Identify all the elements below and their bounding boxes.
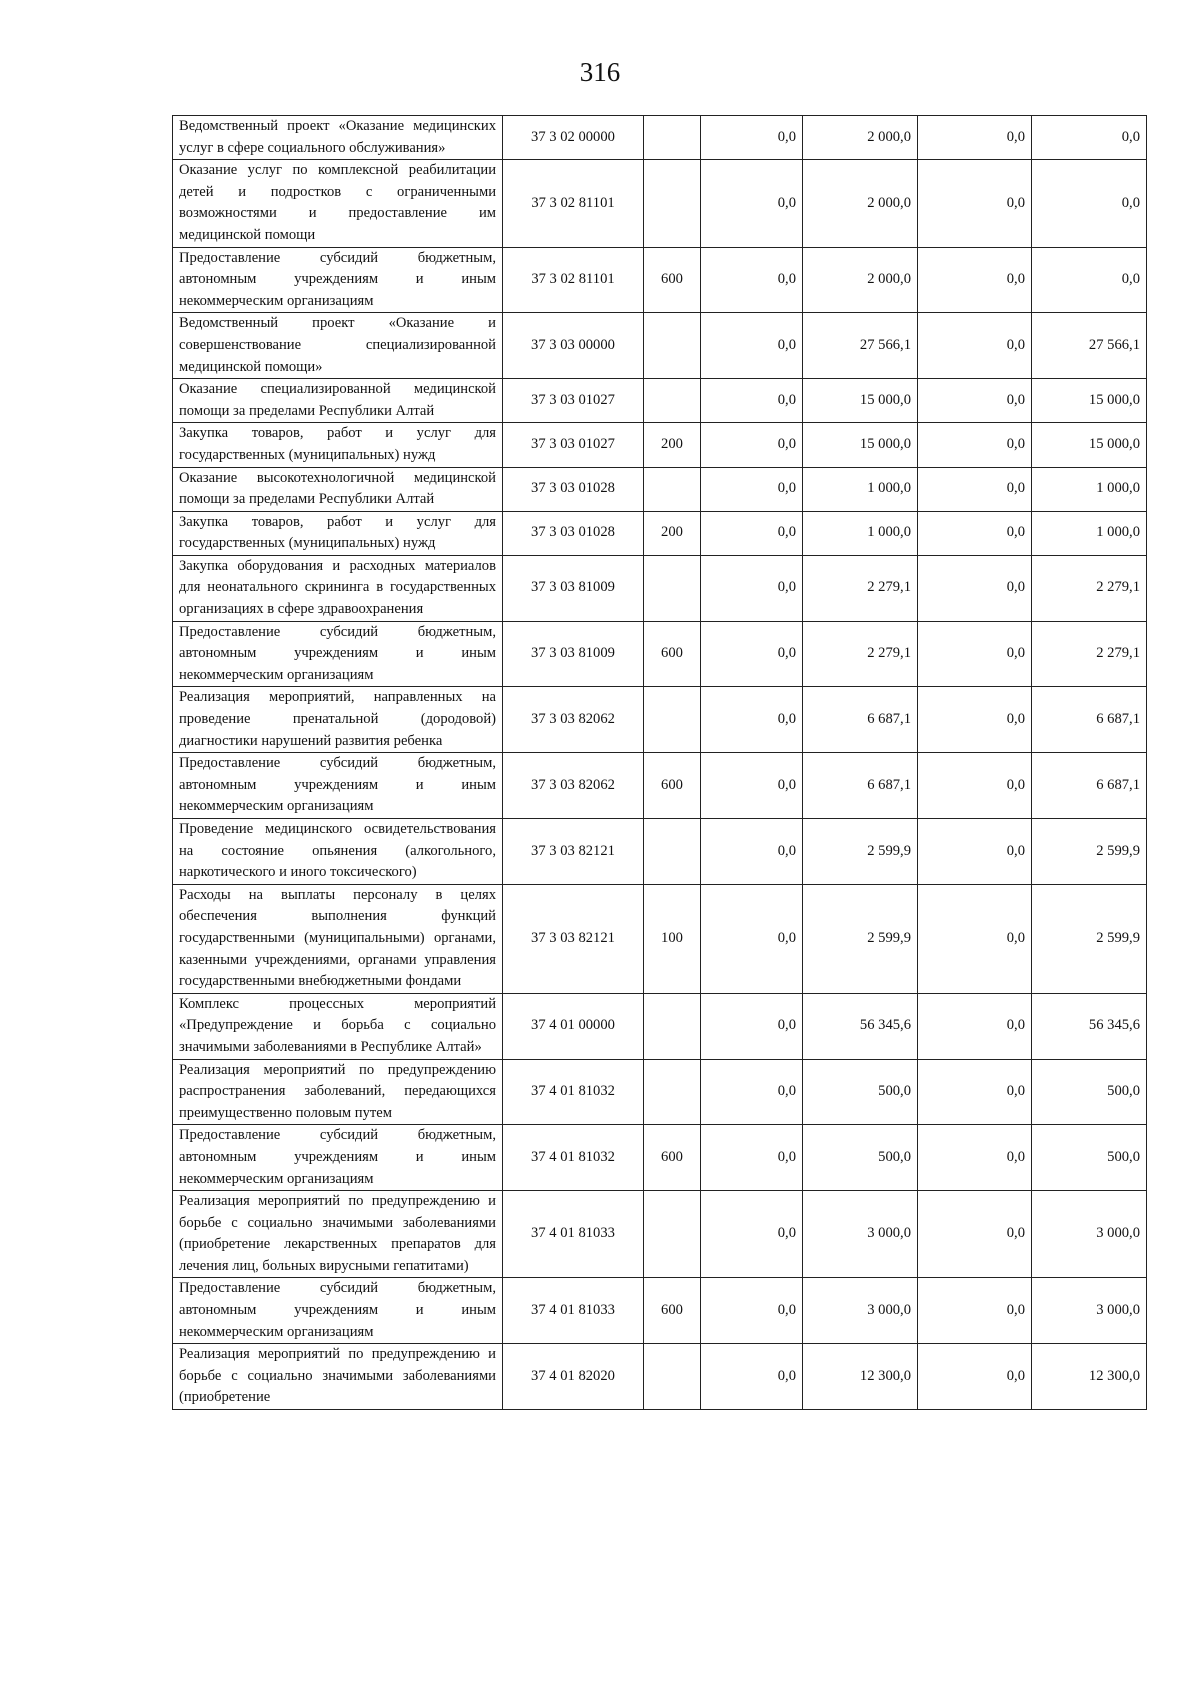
row-name-cell: Закупка товаров, работ и услуг для государственных (муниципальных) нужд xyxy=(173,423,503,467)
row-value-1-cell: 0,0 xyxy=(701,1059,803,1125)
row-value-1-cell: 0,0 xyxy=(701,621,803,687)
row-expense-type-cell xyxy=(644,116,701,160)
row-value-4-cell: 12 300,0 xyxy=(1032,1344,1147,1410)
row-value-3-cell: 0,0 xyxy=(918,687,1032,753)
row-name-cell: Проведение медицинского освидетельствования на состояние опьянения (алкогольного, наркотического и иного токсического) xyxy=(173,819,503,885)
row-value-4-cell: 15 000,0 xyxy=(1032,379,1147,423)
row-name-cell: Реализация мероприятий, направленных на проведение пренатальной (дородовой) диагностики нарушений развития ребенка xyxy=(173,687,503,753)
row-expense-type-cell: 600 xyxy=(644,753,701,819)
row-code-cell: 37 3 03 82121 xyxy=(503,884,644,993)
row-value-4-cell: 1 000,0 xyxy=(1032,511,1147,555)
row-value-3-cell: 0,0 xyxy=(918,819,1032,885)
row-name-cell: Предоставление субсидий бюджетным, автономным учреждениям и иным некоммерческим организациям xyxy=(173,247,503,313)
row-expense-type-cell xyxy=(644,313,701,379)
row-name-cell: Закупка оборудования и расходных материалов для неонатального скрининга в государственных организациях в сфере здравоохранения xyxy=(173,555,503,621)
row-code-cell: 37 3 03 82062 xyxy=(503,687,644,753)
table-row xyxy=(173,819,1147,885)
row-code-cell: 37 3 03 82062 xyxy=(503,753,644,819)
row-name-cell: Расходы на выплаты персоналу в целях обеспечения выполнения функций государственными (муниципальными) органами, казенными учреждениями, органами управления государственными внебюджетными фондами xyxy=(173,884,503,993)
table-row xyxy=(173,160,1147,247)
row-value-4-cell: 27 566,1 xyxy=(1032,313,1147,379)
row-code-cell: 37 3 02 81101 xyxy=(503,247,644,313)
row-value-4-cell: 1 000,0 xyxy=(1032,467,1147,511)
row-value-3-cell: 0,0 xyxy=(918,1344,1032,1410)
row-name-cell: Ведомственный проект «Оказание медицинских услуг в сфере социального обслуживания» xyxy=(173,116,503,160)
table-row xyxy=(173,1344,1147,1410)
row-value-4-cell: 2 279,1 xyxy=(1032,555,1147,621)
row-value-3-cell: 0,0 xyxy=(918,116,1032,160)
row-value-1-cell: 0,0 xyxy=(701,884,803,993)
row-value-1-cell: 0,0 xyxy=(701,511,803,555)
table-row xyxy=(173,1191,1147,1278)
row-value-2-cell: 2 279,1 xyxy=(803,555,918,621)
row-value-1-cell: 0,0 xyxy=(701,116,803,160)
row-code-cell: 37 3 03 01028 xyxy=(503,511,644,555)
row-name-cell: Реализация мероприятий по предупреждению распространения заболеваний, передающихся преимущественно половым путем xyxy=(173,1059,503,1125)
row-value-2-cell: 12 300,0 xyxy=(803,1344,918,1410)
row-value-1-cell: 0,0 xyxy=(701,687,803,753)
row-code-cell: 37 4 01 82020 xyxy=(503,1344,644,1410)
row-value-2-cell: 3 000,0 xyxy=(803,1191,918,1278)
table-row xyxy=(173,884,1147,993)
row-name-cell: Ведомственный проект «Оказание и совершенствование специализированной медицинской помощи» xyxy=(173,313,503,379)
row-value-3-cell: 0,0 xyxy=(918,423,1032,467)
row-value-3-cell: 0,0 xyxy=(918,467,1032,511)
row-value-2-cell: 27 566,1 xyxy=(803,313,918,379)
row-value-4-cell: 500,0 xyxy=(1032,1059,1147,1125)
row-value-4-cell: 3 000,0 xyxy=(1032,1278,1147,1344)
row-value-2-cell: 6 687,1 xyxy=(803,753,918,819)
row-expense-type-cell: 600 xyxy=(644,1125,701,1191)
row-value-1-cell: 0,0 xyxy=(701,753,803,819)
row-name-cell: Комплекс процессных мероприятий «Предупреждение и борьба с социально значимыми заболеваниями в Республике Алтай» xyxy=(173,993,503,1059)
table-row xyxy=(173,555,1147,621)
row-value-3-cell: 0,0 xyxy=(918,313,1032,379)
table-row xyxy=(173,1059,1147,1125)
table-row xyxy=(173,423,1147,467)
row-value-4-cell: 3 000,0 xyxy=(1032,1191,1147,1278)
row-name-cell: Реализация мероприятий по предупреждению и борьбе с социально значимыми заболеваниями (приобретение xyxy=(173,1344,503,1410)
row-value-3-cell: 0,0 xyxy=(918,1278,1032,1344)
row-value-4-cell: 500,0 xyxy=(1032,1125,1147,1191)
row-value-1-cell: 0,0 xyxy=(701,379,803,423)
budget-table-body xyxy=(173,116,1147,1410)
row-value-1-cell: 0,0 xyxy=(701,1344,803,1410)
row-name-cell: Реализация мероприятий по предупреждению и борьбе с социально значимыми заболеваниями (приобретение лекарственных препаратов для лечения лиц, больных вирусными гепатитами) xyxy=(173,1191,503,1278)
row-code-cell: 37 4 01 00000 xyxy=(503,993,644,1059)
row-name-cell: Предоставление субсидий бюджетным, автономным учреждениям и иным некоммерческим организациям xyxy=(173,753,503,819)
row-value-4-cell: 15 000,0 xyxy=(1032,423,1147,467)
row-value-4-cell: 56 345,6 xyxy=(1032,993,1147,1059)
page-number: 316 xyxy=(579,57,621,87)
row-expense-type-cell: 200 xyxy=(644,511,701,555)
row-value-2-cell: 2 000,0 xyxy=(803,247,918,313)
row-value-4-cell: 0,0 xyxy=(1032,247,1147,313)
row-value-3-cell: 0,0 xyxy=(918,511,1032,555)
row-value-1-cell: 0,0 xyxy=(701,313,803,379)
row-expense-type-cell xyxy=(644,160,701,247)
row-value-1-cell: 0,0 xyxy=(701,247,803,313)
row-expense-type-cell xyxy=(644,555,701,621)
row-value-3-cell: 0,0 xyxy=(918,884,1032,993)
row-expense-type-cell xyxy=(644,379,701,423)
row-code-cell: 37 3 02 81101 xyxy=(503,160,644,247)
row-value-1-cell: 0,0 xyxy=(701,1125,803,1191)
row-value-3-cell: 0,0 xyxy=(918,555,1032,621)
row-value-4-cell: 0,0 xyxy=(1032,116,1147,160)
table-row xyxy=(173,116,1147,160)
row-value-3-cell: 0,0 xyxy=(918,1191,1032,1278)
row-value-2-cell: 3 000,0 xyxy=(803,1278,918,1344)
row-code-cell: 37 4 01 81032 xyxy=(503,1059,644,1125)
row-value-4-cell: 6 687,1 xyxy=(1032,753,1147,819)
row-code-cell: 37 3 03 01027 xyxy=(503,379,644,423)
row-value-2-cell: 500,0 xyxy=(803,1125,918,1191)
table-row xyxy=(173,247,1147,313)
row-name-cell: Предоставление субсидий бюджетным, автономным учреждениям и иным некоммерческим организациям xyxy=(173,1278,503,1344)
row-value-2-cell: 2 000,0 xyxy=(803,116,918,160)
row-value-2-cell: 2 000,0 xyxy=(803,160,918,247)
row-code-cell: 37 3 03 81009 xyxy=(503,621,644,687)
row-value-2-cell: 2 279,1 xyxy=(803,621,918,687)
row-value-2-cell: 56 345,6 xyxy=(803,993,918,1059)
row-value-2-cell: 500,0 xyxy=(803,1059,918,1125)
row-code-cell: 37 3 03 01027 xyxy=(503,423,644,467)
row-expense-type-cell xyxy=(644,467,701,511)
row-code-cell: 37 3 03 81009 xyxy=(503,555,644,621)
row-expense-type-cell xyxy=(644,687,701,753)
row-code-cell: 37 4 01 81033 xyxy=(503,1191,644,1278)
row-value-4-cell: 2 599,9 xyxy=(1032,884,1147,993)
row-value-3-cell: 0,0 xyxy=(918,247,1032,313)
row-expense-type-cell: 600 xyxy=(644,621,701,687)
row-value-3-cell: 0,0 xyxy=(918,379,1032,423)
row-value-2-cell: 2 599,9 xyxy=(803,819,918,885)
row-expense-type-cell xyxy=(644,993,701,1059)
row-value-2-cell: 1 000,0 xyxy=(803,467,918,511)
row-expense-type-cell: 600 xyxy=(644,247,701,313)
row-value-1-cell: 0,0 xyxy=(701,160,803,247)
row-value-1-cell: 0,0 xyxy=(701,423,803,467)
row-value-1-cell: 0,0 xyxy=(701,1278,803,1344)
row-value-4-cell: 2 599,9 xyxy=(1032,819,1147,885)
row-value-3-cell: 0,0 xyxy=(918,160,1032,247)
table-row xyxy=(173,379,1147,423)
row-name-cell: Оказание высокотехнологичной медицинской помощи за пределами Республики Алтай xyxy=(173,467,503,511)
row-value-2-cell: 6 687,1 xyxy=(803,687,918,753)
row-expense-type-cell xyxy=(644,1059,701,1125)
row-code-cell: 37 3 03 01028 xyxy=(503,467,644,511)
row-code-cell: 37 3 03 00000 xyxy=(503,313,644,379)
row-value-3-cell: 0,0 xyxy=(918,993,1032,1059)
row-value-3-cell: 0,0 xyxy=(918,1125,1032,1191)
row-expense-type-cell: 200 xyxy=(644,423,701,467)
row-value-1-cell: 0,0 xyxy=(701,993,803,1059)
table-row xyxy=(173,993,1147,1059)
row-name-cell: Оказание специализированной медицинской помощи за пределами Республики Алтай xyxy=(173,379,503,423)
row-expense-type-cell: 600 xyxy=(644,1278,701,1344)
row-expense-type-cell xyxy=(644,1344,701,1410)
row-value-4-cell: 2 279,1 xyxy=(1032,621,1147,687)
row-value-1-cell: 0,0 xyxy=(701,819,803,885)
row-value-1-cell: 0,0 xyxy=(701,1191,803,1278)
row-code-cell: 37 4 01 81032 xyxy=(503,1125,644,1191)
row-value-2-cell: 15 000,0 xyxy=(803,379,918,423)
row-value-1-cell: 0,0 xyxy=(701,555,803,621)
row-value-2-cell: 2 599,9 xyxy=(803,884,918,993)
row-value-2-cell: 15 000,0 xyxy=(803,423,918,467)
row-name-cell: Предоставление субсидий бюджетным, автономным учреждениям и иным некоммерческим организациям xyxy=(173,1125,503,1191)
table-row xyxy=(173,1278,1147,1344)
table-row xyxy=(173,1125,1147,1191)
row-code-cell: 37 4 01 81033 xyxy=(503,1278,644,1344)
row-value-4-cell: 0,0 xyxy=(1032,160,1147,247)
row-value-3-cell: 0,0 xyxy=(918,753,1032,819)
row-value-3-cell: 0,0 xyxy=(918,1059,1032,1125)
row-value-3-cell: 0,0 xyxy=(918,621,1032,687)
row-value-4-cell: 6 687,1 xyxy=(1032,687,1147,753)
row-value-2-cell: 1 000,0 xyxy=(803,511,918,555)
table-row xyxy=(173,313,1147,379)
row-value-1-cell: 0,0 xyxy=(701,467,803,511)
row-name-cell: Закупка товаров, работ и услуг для государственных (муниципальных) нужд xyxy=(173,511,503,555)
table-row xyxy=(173,467,1147,511)
table-row xyxy=(173,687,1147,753)
row-expense-type-cell: 100 xyxy=(644,884,701,993)
table-row xyxy=(173,511,1147,555)
budget-table xyxy=(172,115,1147,1410)
table-row xyxy=(173,621,1147,687)
row-name-cell: Оказание услуг по комплексной реабилитации детей и подростков с ограниченными возможностями и предоставление им медицинской помощи xyxy=(173,160,503,247)
row-code-cell: 37 3 03 82121 xyxy=(503,819,644,885)
row-expense-type-cell xyxy=(644,819,701,885)
row-name-cell: Предоставление субсидий бюджетным, автономным учреждениям и иным некоммерческим организациям xyxy=(173,621,503,687)
row-expense-type-cell xyxy=(644,1191,701,1278)
table-row xyxy=(173,753,1147,819)
row-code-cell: 37 3 02 00000 xyxy=(503,116,644,160)
